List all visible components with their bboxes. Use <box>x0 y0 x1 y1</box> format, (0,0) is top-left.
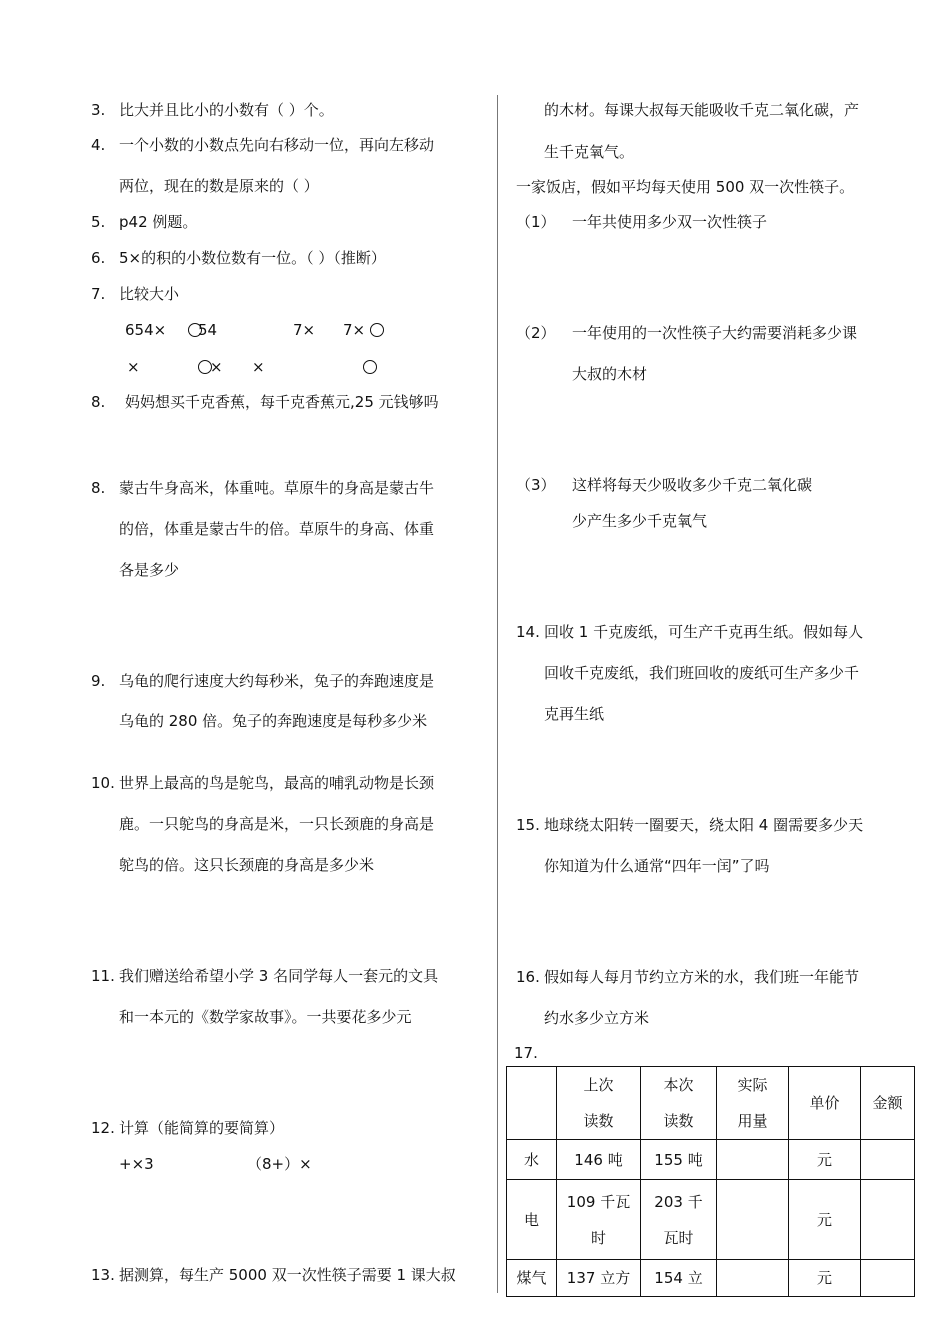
gas-amount <box>861 1260 915 1297</box>
s1-number: （1） <box>516 213 556 231</box>
q15-line1: 地球绕太阳转一圈要天，绕太阳 4 圈需要多少天 <box>544 816 864 834</box>
table-header-row <box>507 1067 915 1140</box>
header-blank-cell <box>507 1067 557 1140</box>
q7-number: 7. <box>91 285 106 303</box>
q7-compare-a-right: 54 <box>198 321 218 339</box>
header-last-line1: 上次 <box>583 1076 614 1094</box>
s3-line1: 这样将每天少吸收多少千克二氧化碳 <box>572 476 813 494</box>
s3-number: （3） <box>516 476 556 494</box>
q16-number: 16. <box>516 968 540 986</box>
gas-usage <box>717 1260 789 1297</box>
water-amount <box>861 1140 915 1180</box>
electric-amount <box>861 1180 915 1260</box>
gas-this: 154 立 <box>641 1260 717 1297</box>
q7-compare-c-mid: × <box>210 358 223 376</box>
q7-compare-c-right: × <box>252 358 265 376</box>
water-last: 146 吨 <box>557 1140 641 1180</box>
q17-number: 17. <box>514 1044 538 1062</box>
column-divider <box>497 95 498 1293</box>
header-amount: 金额 <box>861 1067 915 1140</box>
electric-last-line1: 109 千瓦 <box>566 1192 631 1211</box>
q16-line2: 约水多少立方米 <box>544 1009 650 1027</box>
q13-number: 13. <box>91 1266 115 1284</box>
electric-usage <box>717 1180 789 1260</box>
compare-circle <box>363 360 377 374</box>
q13-text: 据测算，每生产 5000 双一次性筷子需要 1 课大叔 <box>119 1266 456 1284</box>
q7-compare-c-left: × <box>127 358 140 376</box>
q14-line3: 克再生纸 <box>544 705 605 723</box>
q13-cont-line1: 的木材。每课大叔每天能吸收千克二氧化碳，产 <box>544 101 860 119</box>
header-this-reading <box>641 1067 717 1140</box>
header-last-reading <box>557 1067 641 1140</box>
electric-last-line2: 时 <box>590 1228 606 1247</box>
gas-name: 煤气 <box>507 1260 557 1297</box>
q14-number: 14. <box>516 623 540 641</box>
electric-name: 电 <box>507 1180 557 1260</box>
water-price: 元 <box>789 1140 861 1180</box>
q7-compare-b-left: 7× <box>293 321 316 339</box>
header-actual-usage <box>717 1067 789 1140</box>
s2-number: （2） <box>516 324 556 342</box>
s3-line2: 少产生多少千克氧气 <box>572 512 708 530</box>
q9-line2: 乌龟的 280 倍。兔子的奔跑速度是每秒多少米 <box>119 712 428 730</box>
q10-number: 10. <box>91 774 115 792</box>
q12-text: 计算（能简算的要简算） <box>119 1119 285 1137</box>
table-row-electric <box>507 1180 915 1260</box>
water-usage <box>717 1140 789 1180</box>
header-unit-price: 单价 <box>789 1067 861 1140</box>
restaurant-text: 一家饭店，假如平均每天使用 500 双一次性筷子。 <box>516 178 855 196</box>
q11-line1: 我们赠送给希望小学 3 名同学每人一套元的文具 <box>119 967 439 985</box>
q3-number: 3. <box>91 101 106 119</box>
electric-last <box>557 1180 641 1260</box>
header-last-line2: 读数 <box>583 1112 614 1130</box>
header-usage-line1: 实际 <box>737 1076 768 1094</box>
header-usage-line2: 用量 <box>737 1112 768 1130</box>
q6-text: 5×的积的小数位数有一位。（ ）（推断） <box>119 249 386 267</box>
q8a-number: 8. <box>91 393 106 411</box>
table-row-gas <box>507 1260 915 1297</box>
q8a-text: 妈妈想买千克香蕉，每千克香蕉元,25 元钱够吗 <box>125 393 439 411</box>
q7-text: 比较大小 <box>119 285 180 303</box>
q10-line2: 鹿。一只鸵鸟的身高是米，一只长颈鹿的身高是 <box>119 815 435 833</box>
q8b-line1: 蒙古牛身高米，体重吨。草原牛的身高是蒙古牛 <box>119 479 435 497</box>
q5-number: 5. <box>91 213 106 231</box>
header-this-line2: 读数 <box>663 1112 694 1130</box>
q4-line2: 两位，现在的数是原来的（ ） <box>119 177 319 195</box>
q4-line1: 一个小数的小数点先向右移动一位，再向左移动 <box>119 136 435 154</box>
s2-line2: 大叔的木材 <box>572 365 648 383</box>
q11-line2: 和一本元的《数学家故事》。一共要花多少元 <box>119 1008 412 1026</box>
q5-text: p42 例题。 <box>119 213 198 231</box>
electric-price: 元 <box>789 1180 861 1260</box>
q4-number: 4. <box>91 136 106 154</box>
compare-circle <box>370 323 384 337</box>
q12-expr1: +×3 <box>119 1155 154 1173</box>
table-row-water <box>507 1140 915 1180</box>
q13-cont-line2: 生千克氧气。 <box>544 143 635 161</box>
q11-number: 11. <box>91 967 115 985</box>
s1-text: 一年共使用多少双一次性筷子 <box>572 213 768 231</box>
q8b-line3: 各是多少 <box>119 561 180 579</box>
q8b-number: 8. <box>91 479 106 497</box>
q15-number: 15. <box>516 816 540 834</box>
q14-line1: 回收 1 千克废纸，可生产千克再生纸。假如每人 <box>544 623 864 641</box>
q7-compare-a-left: 654× <box>125 321 167 339</box>
q14-line2: 回收千克废纸，我们班回收的废纸可生产多少千 <box>544 664 860 682</box>
header-this-line1: 本次 <box>663 1076 694 1094</box>
utility-bill-table <box>506 1066 915 1297</box>
gas-price: 元 <box>789 1260 861 1297</box>
q10-line1: 世界上最高的鸟是鸵鸟，最高的哺乳动物是长颈 <box>119 774 435 792</box>
s2-line1: 一年使用的一次性筷子大约需要消耗多少课 <box>572 324 858 342</box>
q15-line2: 你知道为什么通常“四年一闰”了吗 <box>544 857 770 875</box>
q9-line1: 乌龟的爬行速度大约每秒米，兔子的奔跑速度是 <box>119 672 435 690</box>
electric-this-line2: 瓦时 <box>663 1228 694 1247</box>
q16-line1: 假如每人每月节约立方米的水，我们班一年能节 <box>544 968 860 986</box>
q3-text: 比大并且比小的小数有（ ）个。 <box>119 101 334 119</box>
q9-number: 9. <box>91 672 106 690</box>
q7-compare-b-right: 7× <box>343 321 366 339</box>
q8b-line2: 的倍，体重是蒙古牛的倍。草原牛的身高、体重 <box>119 520 435 538</box>
q6-number: 6. <box>91 249 106 267</box>
electric-this <box>641 1180 717 1260</box>
gas-last: 137 立方 <box>557 1260 641 1297</box>
q12-number: 12. <box>91 1119 115 1137</box>
water-this: 155 吨 <box>641 1140 717 1180</box>
water-name: 水 <box>507 1140 557 1180</box>
q12-expr2: （8+）× <box>247 1155 312 1173</box>
electric-this-line1: 203 千 <box>654 1192 703 1211</box>
q10-line3: 鸵鸟的倍。这只长颈鹿的身高是多少米 <box>119 856 375 874</box>
